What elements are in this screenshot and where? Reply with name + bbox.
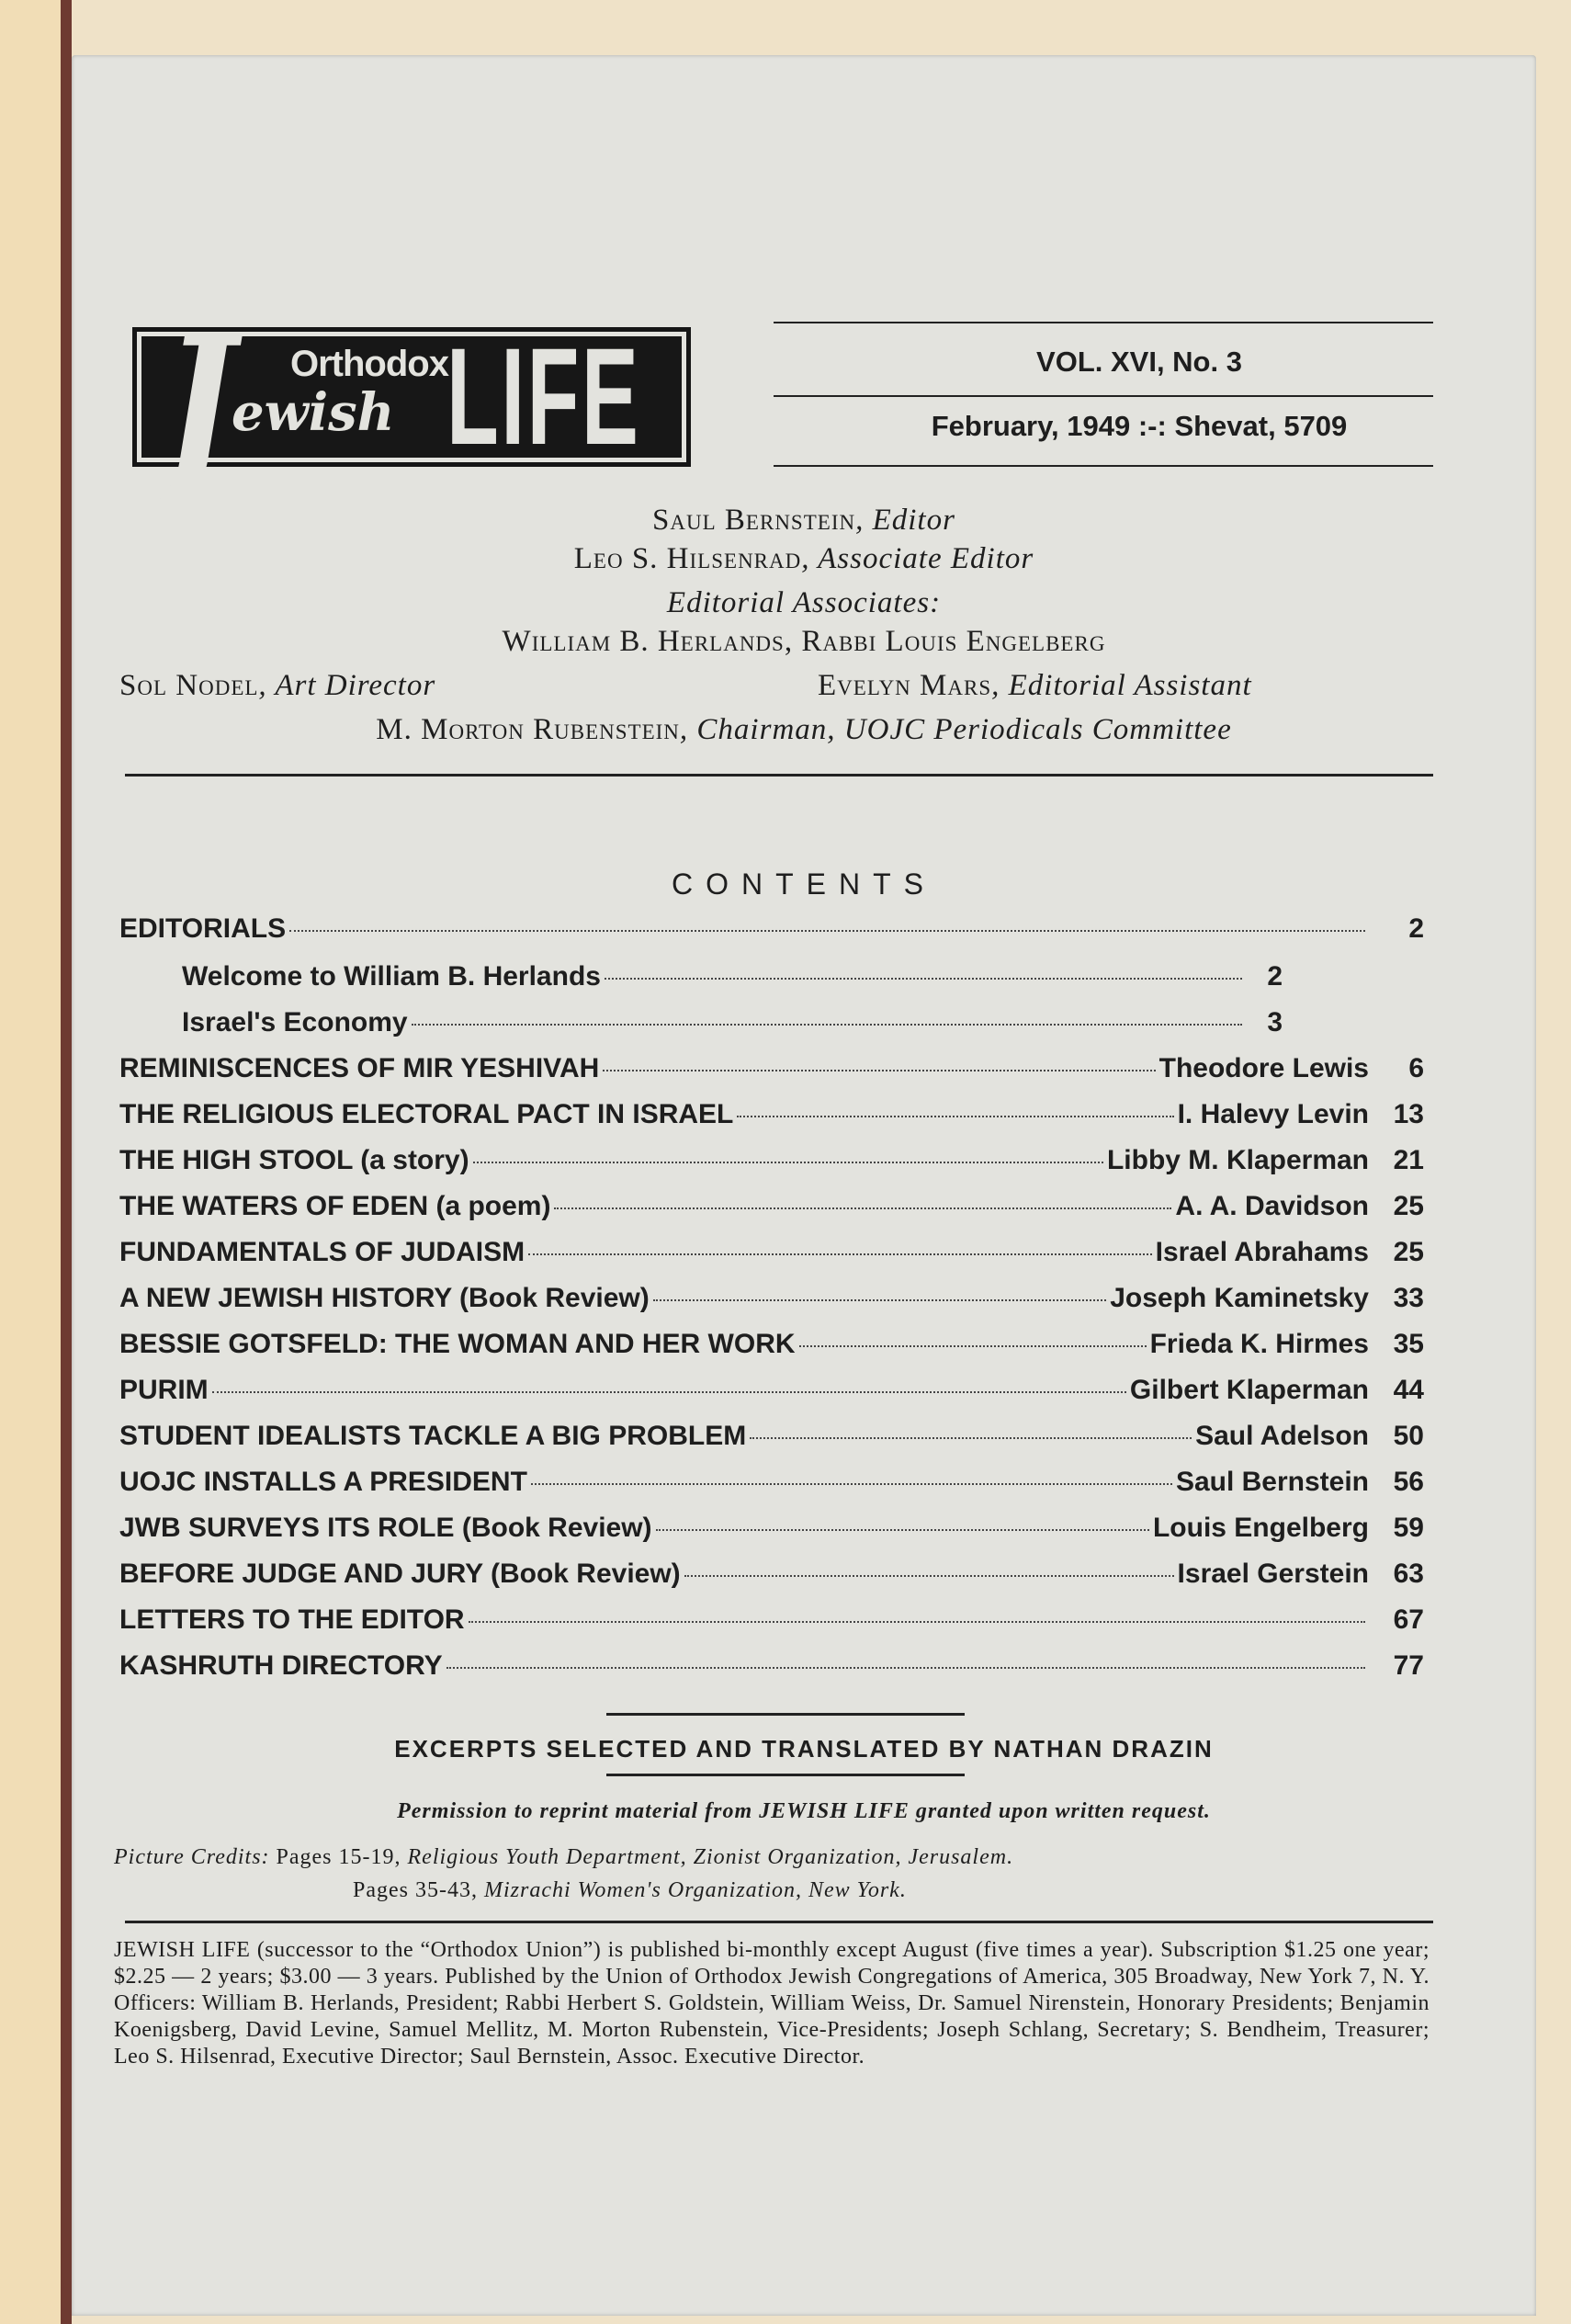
toc-page: 59: [1393, 1513, 1424, 1543]
toc-title: KASHRUTH DIRECTORY: [119, 1650, 443, 1681]
picture-credits-label: Picture Credits:: [114, 1845, 270, 1869]
toc-page: 13: [1393, 1099, 1424, 1129]
toc-author: Joseph Kaminetsky: [1110, 1283, 1369, 1313]
editor-role: , Editor: [855, 504, 955, 537]
logo-orthodox: Orthodox: [290, 344, 448, 384]
toc-leader: [554, 1207, 1171, 1209]
toc-leader: [289, 930, 1365, 932]
chairman-name: M. Morton Rubenstein: [376, 713, 680, 746]
chairman-line: [72, 713, 1536, 747]
logo-life: LIFE: [446, 319, 641, 473]
short-rule-bottom: [606, 1774, 965, 1776]
picture-credits-line-2: [353, 1878, 907, 1903]
toc-row[interactable]: [182, 961, 1283, 1002]
picture-credits-line-1: [114, 1845, 1013, 1870]
toc-page: 33: [1393, 1283, 1424, 1313]
toc-author: A. A. Davidson: [1175, 1191, 1369, 1221]
toc-page: 44: [1393, 1375, 1424, 1405]
picture-credits-pages-1: Pages 15-19,: [276, 1845, 401, 1869]
vol-rule-mid: [774, 395, 1433, 397]
toc-author: Israel Gerstein: [1177, 1559, 1369, 1589]
toc-title: BEFORE JUDGE AND JURY (Book Review): [119, 1559, 681, 1589]
toc-title: FUNDAMENTALS OF JUDAISM: [119, 1237, 526, 1267]
toc-page: 25: [1393, 1191, 1424, 1221]
vol-rule-bottom: [774, 465, 1433, 467]
logo-ewish: ewish: [232, 382, 395, 443]
toc-author: Saul Adelson: [1195, 1421, 1369, 1451]
toc-row[interactable]: [119, 1559, 1424, 1599]
associate-editor-name: Leo S. Hilsenrad: [573, 542, 802, 575]
toc-leader: [212, 1391, 1126, 1393]
toc-leader: [656, 1529, 1149, 1531]
toc-row[interactable]: [119, 1237, 1424, 1277]
logo-j: J: [164, 299, 235, 504]
editorial-assistant-line: [818, 669, 1252, 703]
toc-row[interactable]: [119, 1604, 1424, 1645]
short-rule: [606, 1713, 965, 1716]
art-director-line: [119, 669, 435, 703]
toc-page: 3: [1267, 1007, 1283, 1037]
editor-line: [72, 504, 1536, 538]
toc-author: Louis Engelberg: [1152, 1513, 1369, 1543]
staff-divider: [125, 774, 1433, 777]
contents-heading: CONTENTS: [672, 867, 936, 901]
picture-credits-pages-2: Pages 35-43,: [353, 1878, 478, 1902]
toc-title: THE RELIGIOUS ELECTORAL PACT IN ISRAEL: [119, 1099, 734, 1129]
associate-editor-role: , Associate Editor: [801, 542, 1034, 575]
toc-title: JWB SURVEYS ITS ROLE (Book Review): [119, 1513, 652, 1543]
toc-title: Israel's Economy: [182, 1007, 408, 1037]
editorial-assistant-role: , Editorial Assistant: [991, 669, 1252, 702]
toc-leader: [737, 1116, 1173, 1117]
toc-row[interactable]: [119, 1145, 1424, 1185]
toc-page: 35: [1393, 1329, 1424, 1359]
chairman-role: , Chairman, UOJC Periodicals Committee: [679, 713, 1232, 746]
toc-leader: [750, 1437, 1192, 1439]
issue-date: February, 1949 :-: Shevat, 5709: [931, 410, 1348, 442]
toc-page: 56: [1393, 1467, 1424, 1497]
associate-editor-line: [72, 542, 1536, 576]
picture-credits-source-1: Religious Youth Department, Zionist Organization, Jerusalem.: [407, 1845, 1014, 1869]
vol-rule-top: [774, 322, 1433, 323]
toc-author: I. Halevy Levin: [1177, 1099, 1369, 1129]
toc-title: EDITORIALS: [119, 913, 287, 944]
toc-leader: [412, 1024, 1242, 1026]
publication-note: JEWISH LIFE (successor to the “Orthodox Union”) is published bi-monthly except August (five times a year). Subscription $1.25 one year; $2.25 — 2 years; $3.00 — 3 years. Published by the Union of Orthodox Jewish Congregations of America, 305 Broadway, New York 7, N. Y. Officers: William B. Herlands, President; Rabbi Herbert S. Goldstein, William Weiss, Dr. Samuel Nirenstein, Honorary Presidents; Benjamin Koenigsberg, David Levine, Samuel Mellitz, M. Morton Rubenstein, Vice-Presidents; Joseph Schlang, Secretary; S. Bendheim, Treasurer; Leo S. Hilsenrad, Executive Director; Saul Bernstein, Assoc. Executive Director.: [114, 1938, 1430, 2069]
toc-title: A NEW JEWISH HISTORY (Book Review): [119, 1283, 650, 1313]
excerpts-credit: EXCERPTS SELECTED AND TRANSLATED BY NATHAN DRAZIN: [394, 1735, 1214, 1763]
toc-page: 21: [1393, 1145, 1424, 1175]
toc-title: REMINISCENCES OF MIR YESHIVAH: [119, 1053, 600, 1083]
toc-row[interactable]: [119, 1283, 1424, 1323]
toc-leader: [528, 1253, 1152, 1255]
toc-row[interactable]: [119, 1053, 1424, 1094]
toc-title: Welcome to William B. Herlands: [182, 961, 601, 992]
editorial-associates-label: Editorial Associates:: [666, 586, 942, 619]
picture-credits-source-2: Mizrachi Women's Organization, New York.: [483, 1878, 907, 1902]
toc-leader: [473, 1162, 1103, 1163]
permission-note: Permission to reprint material from JEWISH LIFE granted upon written request.: [397, 1799, 1211, 1823]
toc-leader: [799, 1345, 1147, 1347]
toc-row[interactable]: [119, 1191, 1424, 1231]
binding-edge: [61, 0, 72, 2324]
toc-author: Theodore Lewis: [1158, 1053, 1369, 1083]
toc-leader: [605, 978, 1242, 980]
toc-row[interactable]: [119, 1467, 1424, 1507]
toc-title: THE WATERS OF EDEN (a poem): [119, 1191, 551, 1221]
editorial-assistant-name: Evelyn Mars: [818, 669, 992, 702]
volume-number: VOL. XVI, No. 3: [1036, 346, 1242, 378]
toc-author: Gilbert Klaperman: [1129, 1375, 1369, 1405]
toc-row[interactable]: [119, 1329, 1424, 1369]
art-director-role: , Art Director: [258, 669, 436, 702]
toc-leader: [531, 1483, 1172, 1485]
toc-row[interactable]: [119, 1099, 1424, 1139]
toc-leader: [469, 1621, 1365, 1623]
toc-page: 6: [1408, 1053, 1424, 1083]
toc-title: STUDENT IDEALISTS TACKLE A BIG PROBLEM: [119, 1421, 747, 1451]
toc-row[interactable]: [119, 1421, 1424, 1461]
toc-page: 2: [1408, 913, 1424, 944]
toc-title: UOJC INSTALLS A PRESIDENT: [119, 1467, 527, 1497]
art-director-name: Sol Nodel: [119, 669, 259, 702]
toc-row[interactable]: [119, 913, 1424, 954]
toc-title: THE HIGH STOOL (a story): [119, 1145, 469, 1175]
toc-page: 25: [1393, 1237, 1424, 1267]
toc-page: 63: [1393, 1559, 1424, 1589]
toc-row[interactable]: [119, 1650, 1424, 1691]
toc-title: PURIM: [119, 1375, 209, 1405]
toc-page: 67: [1393, 1604, 1424, 1635]
toc-author: Israel Abrahams: [1155, 1237, 1369, 1267]
jewish-life-logo: [132, 299, 691, 504]
toc-page: 2: [1267, 961, 1283, 992]
toc-row[interactable]: [119, 1513, 1424, 1553]
toc-leader: [653, 1299, 1106, 1301]
toc-author: Libby M. Klaperman: [1106, 1145, 1369, 1175]
toc-leader: [446, 1667, 1365, 1669]
editorial-associates-names: William B. Herlands, Rabbi Louis Engelberg: [502, 625, 1106, 658]
toc-row[interactable]: [182, 1007, 1283, 1048]
toc-title: LETTERS TO THE EDITOR: [119, 1604, 465, 1635]
toc-leader: [684, 1575, 1174, 1577]
toc-leader: [603, 1070, 1155, 1071]
toc-page: 50: [1393, 1421, 1424, 1451]
footer-divider: [125, 1921, 1433, 1923]
toc-page: 77: [1393, 1650, 1424, 1681]
editor-name: Saul Bernstein: [652, 504, 856, 537]
toc-author: Saul Bernstein: [1175, 1467, 1369, 1497]
magazine-page: [72, 55, 1536, 2316]
toc-title: BESSIE GOTSFELD: THE WOMAN AND HER WORK: [119, 1329, 796, 1359]
toc-author: Frieda K. Hirmes: [1149, 1329, 1369, 1359]
toc-row[interactable]: [119, 1375, 1424, 1415]
